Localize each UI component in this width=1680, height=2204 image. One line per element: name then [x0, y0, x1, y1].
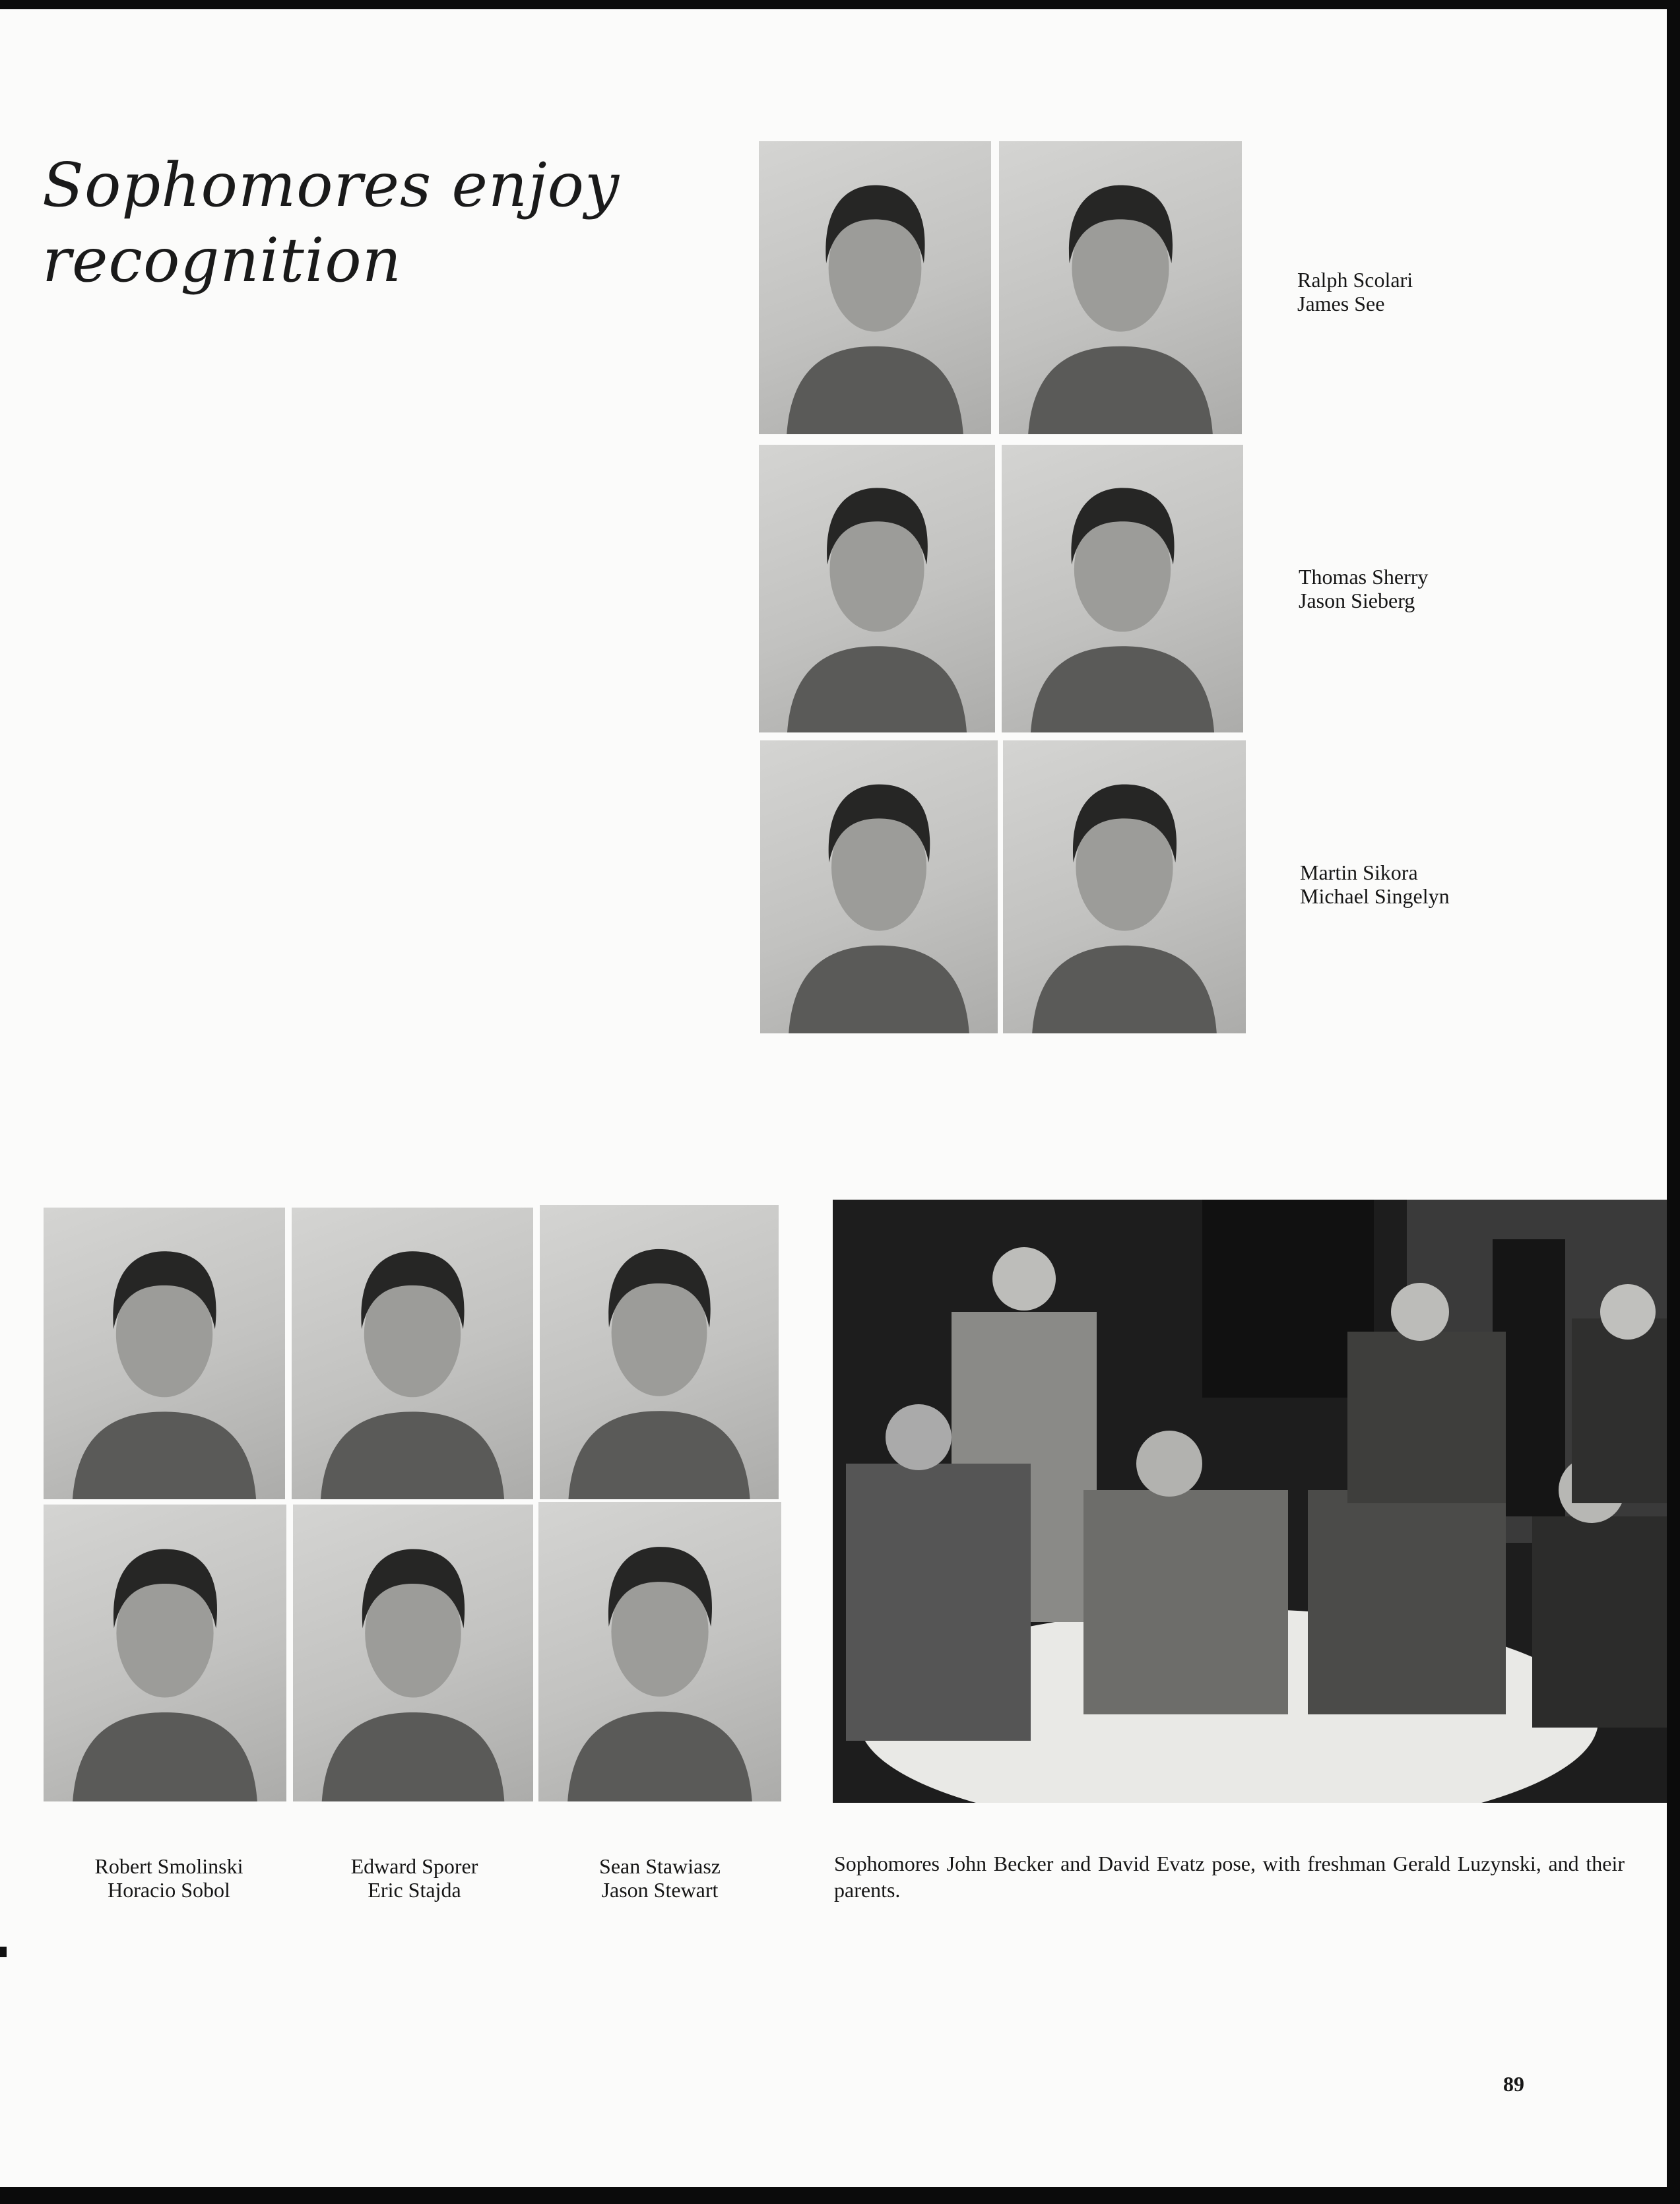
- portrait-names: [49, 1854, 289, 1902]
- student-name: Edward Sporer: [350, 1854, 478, 1878]
- portrait-silhouette: [1002, 445, 1243, 732]
- portrait-shoulders: [789, 946, 969, 1033]
- portrait-photo: [759, 445, 995, 732]
- yearbook-page: [0, 9, 1667, 2187]
- portrait-photo: [759, 141, 991, 434]
- portrait-names: [1297, 268, 1413, 315]
- student-name: Martin Sikora: [1300, 860, 1418, 884]
- portrait-shoulders: [787, 646, 967, 732]
- portrait-shoulders: [1032, 946, 1217, 1033]
- portrait-silhouette: [540, 1205, 779, 1499]
- portrait-shoulders: [568, 1411, 750, 1499]
- portrait-shoulders: [787, 346, 963, 434]
- student-name: Thomas Sherry: [1299, 565, 1429, 589]
- portrait-shoulders: [1031, 646, 1214, 732]
- portrait-silhouette: [538, 1502, 781, 1801]
- portrait-silhouette: [1003, 740, 1246, 1033]
- portrait-silhouette: [759, 445, 995, 732]
- portrait-names: [1300, 860, 1450, 908]
- portrait-shoulders: [567, 1712, 752, 1801]
- portrait-silhouette: [999, 141, 1242, 434]
- portrait-photo: [293, 1505, 533, 1801]
- portrait-silhouette: [760, 740, 998, 1033]
- portrait-silhouette: [759, 141, 991, 434]
- portrait-photo: [1002, 445, 1243, 732]
- portrait-photo: [760, 740, 998, 1033]
- portrait-silhouette: [44, 1505, 286, 1801]
- portrait-shoulders: [73, 1712, 257, 1801]
- portrait-photo: [44, 1505, 286, 1801]
- portrait-silhouette: [292, 1208, 533, 1499]
- portrait-photo: [44, 1208, 285, 1499]
- portrait-photo: [538, 1502, 781, 1801]
- student-name: Eric Stajda: [368, 1878, 461, 1902]
- portrait-photo: [999, 141, 1242, 434]
- student-name: Horacio Sobol: [108, 1878, 230, 1902]
- group-photo: [833, 1200, 1667, 1803]
- student-name: Jason Sieberg: [1299, 589, 1415, 612]
- student-name: Michael Singelyn: [1300, 884, 1450, 908]
- student-name: Robert Smolinski: [94, 1854, 243, 1878]
- portrait-names: [294, 1854, 534, 1902]
- student-name: Ralph Scolari: [1297, 268, 1413, 292]
- portrait-names: [1299, 565, 1428, 612]
- page-title: [42, 148, 620, 298]
- student-name: James See: [1297, 292, 1385, 315]
- portrait-names: [540, 1854, 780, 1902]
- page-number: 89: [1503, 2072, 1524, 2096]
- portrait-photo: [540, 1205, 779, 1499]
- title-line-2: recognition: [42, 225, 402, 296]
- student-name: Jason Stewart: [601, 1878, 719, 1902]
- portrait-silhouette: [293, 1505, 533, 1801]
- portrait-silhouette: [44, 1208, 285, 1499]
- group-photo-illustration: [833, 1200, 1667, 1803]
- portrait-photo: [1003, 740, 1246, 1033]
- portrait-shoulders: [321, 1411, 504, 1499]
- portrait-shoulders: [73, 1411, 256, 1499]
- title-line-1: Sophomores enjoy: [42, 150, 620, 220]
- portrait-shoulders: [1028, 346, 1213, 434]
- portrait-shoulders: [322, 1712, 505, 1801]
- portrait-photo: [292, 1208, 533, 1499]
- edge-mark: [0, 1947, 7, 1957]
- student-name: Sean Stawiasz: [599, 1854, 721, 1878]
- group-photo-caption: Sophomores John Becker and David Evatz pose, with freshman Gerald Luzynski, and their parents.: [834, 1852, 1625, 1902]
